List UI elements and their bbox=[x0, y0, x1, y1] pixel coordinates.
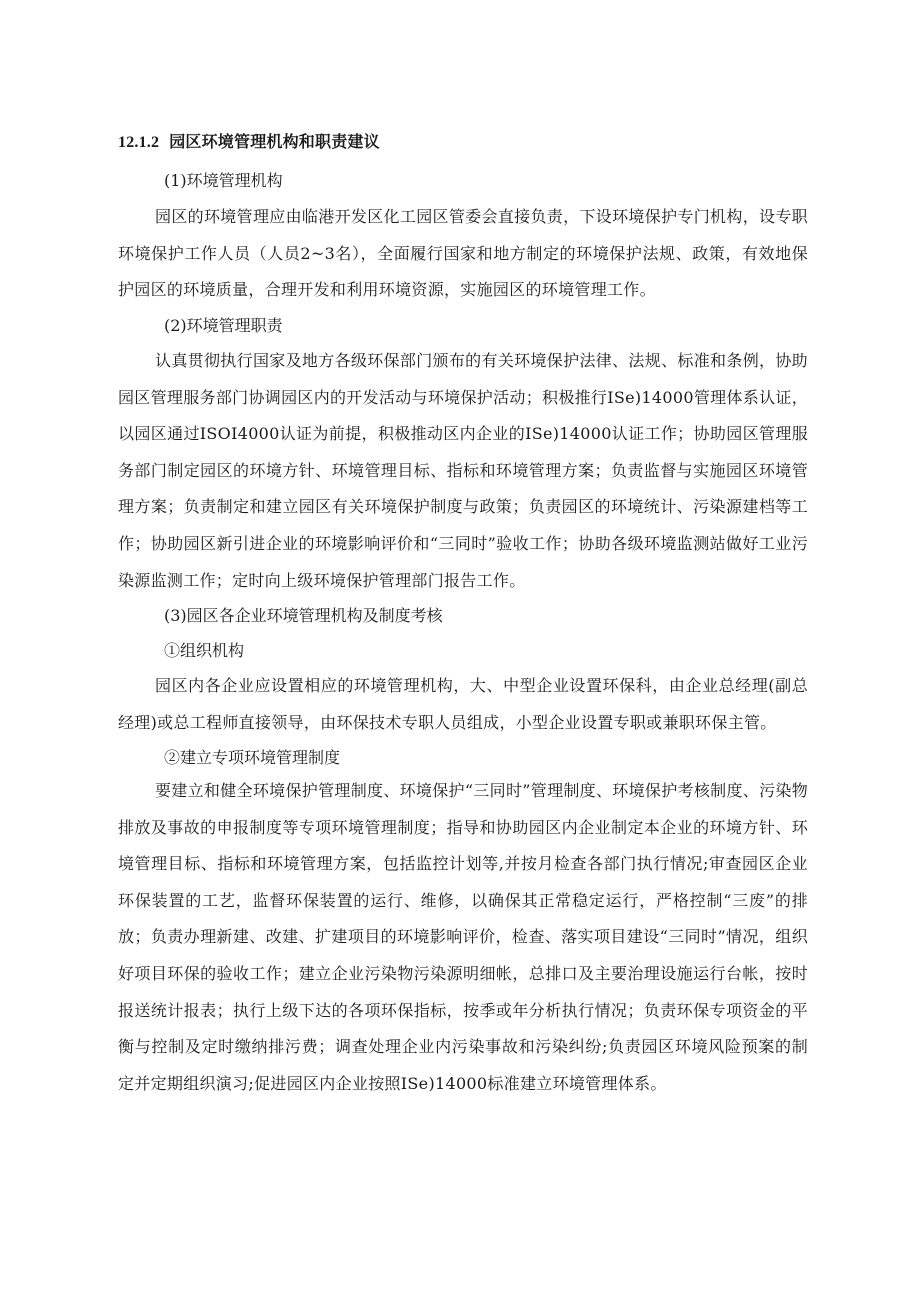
section-number: 12.1.2 bbox=[118, 134, 160, 151]
item-1-heading: ①组织机构 bbox=[164, 641, 245, 660]
subsection-2-body: 认真贯彻执行国家及地方各级环保部门颁布的有关环境保护法律、法规、标准和条例，协助园区管理服务部门协调园区内的开发活动与环境保护活动；积极推行ISe)14000管理体系认证，以园区通过ISOI4000认证为前提，积极推动区内企业的ISe)14000认证工作；协助园区管理服务部门制定园区的环境方针、环境管理目标、指标和环境管理方案；负责监督与实施园区环境管理方案；负责制定和建立园区有关环境保护制度与政策；负责园区的环境统计、污染源建档等工作；协助园区新引进企业的环境影响评价和“三同时”验收工作；协助各级环境监测站做好工业污染源监测工作；定时向上级环境保护管理部门报告工作。 bbox=[118, 351, 808, 590]
subsection-1-body: 园区的环境管理应由临港开发区化工园区管委会直接负责，下设环境保护专门机构，设专职环境保护工作人员（人员2~3名），全面履行国家和地方制定的环境保护法规、政策，有效地保护园区的环境质量，合理开发和利用环境资源，实施园区的环境管理工作。 bbox=[118, 207, 808, 300]
subsection-1-heading: (1)环境管理机构 bbox=[164, 171, 283, 190]
item-2-heading: ②建立专项环境管理制度 bbox=[164, 748, 341, 767]
item-2-body: 要建立和健全环境保护管理制度、环境保护“三同时”管理制度、环境保护考核制度、污染物排放及事故的申报制度等专项环境管理制度；指导和协助园区内企业制定本企业的环境方针、环境管理目标、指标和环境管理方案，包括监控计划等,并按月检查各部门执行情况;审查园区企业环保装置的工艺，监督环保装置的运行、维修，以确保其正常稳定运行，严格控制“三废”的排放；负责办理新建、改建、扩建项目的环境影响评价，检查、落实项目建设“三同时”情况，组织好项目环保的验收工作；建立企业污染物污染源明细帐，总排口及主要治理设施运行台帐，按时报送统计报表；执行上级下达的各项环保指标，按季或年分析执行情况；负责环保专项资金的平衡与控制及定时缴纳排污费；调查处理企业内污染事故和污染纠纷;负责园区环境风险预案的制定并定期组织演习;促进园区内企业按照ISe)14000标准建立环境管理体系。 bbox=[118, 781, 808, 1093]
section-heading bbox=[118, 131, 380, 154]
item-1-body: 园区内各企业应设置相应的环境管理机构，大、中型企业设置环保科，由企业总经理(副总经理)或总工程师直接领导，由环保技术专职人员组成，小型企业设置专职或兼职环保主管。 bbox=[118, 676, 808, 732]
section-title: 园区环境管理机构和职责建议 bbox=[169, 132, 380, 151]
subsection-3-heading: (3)园区各企业环境管理机构及制度考核 bbox=[164, 606, 443, 625]
subsection-2-heading: (2)环境管理职责 bbox=[164, 316, 283, 335]
